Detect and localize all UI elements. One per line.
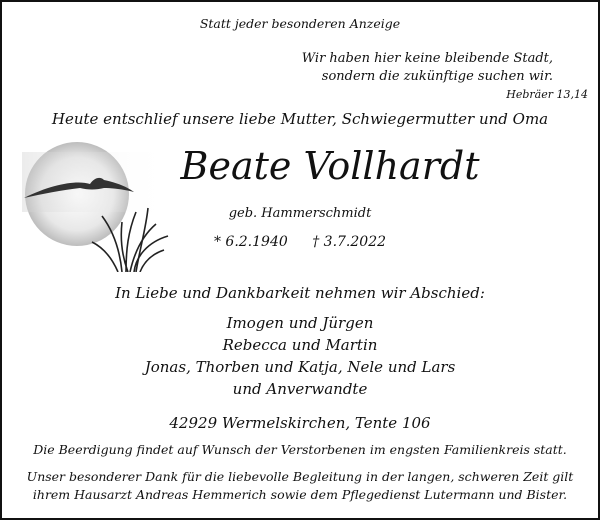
death-date: † 3.7.2022: [312, 234, 387, 250]
family-member: Rebecca und Martin: [222, 336, 378, 354]
birth-name: geb. Hammerschmidt: [228, 206, 372, 221]
header-note: Statt jeder besonderen Anzeige: [199, 16, 401, 31]
life-dates: [2, 234, 598, 250]
address: 42929 Wermelskirchen, Tente 106: [169, 414, 431, 432]
family-list: [2, 312, 598, 400]
quote-reference: Hebräer 13,14: [506, 88, 588, 101]
birth-date: * 6.2.1940: [213, 234, 288, 250]
thanks-line-2: ihrem Hausarzt Andreas Hemmerich sowie dem Pflegedienst Lutermann und Bister.: [32, 487, 568, 502]
quote-line-2: sondern die zukünftige suchen wir.: [321, 69, 553, 84]
deceased-name: Beate Vollhardt: [180, 144, 480, 188]
family-member: Jonas, Thorben und Katja, Nele und Lars: [144, 358, 456, 376]
funeral-note: Die Beerdigung findet auf Wunsch der Verstorbenen im engsten Familienkreis statt.: [33, 442, 567, 457]
family-member: und Anverwandte: [232, 380, 368, 398]
bible-quote: [302, 50, 553, 86]
family-member: Imogen und Jürgen: [226, 314, 374, 332]
thanks-note: [2, 468, 598, 504]
farewell-line: In Liebe und Dankbarkeit nehmen wir Abschied:: [115, 284, 485, 302]
thanks-line-1: Unser besonderer Dank für die liebevolle Begleitung in der langen, schweren Zeit gilt: [26, 469, 574, 484]
intro-text: Heute entschlief unsere liebe Mutter, Schwiegermutter und Oma: [51, 110, 549, 128]
quote-line-1: Wir haben hier keine bleibende Stadt,: [301, 51, 553, 66]
